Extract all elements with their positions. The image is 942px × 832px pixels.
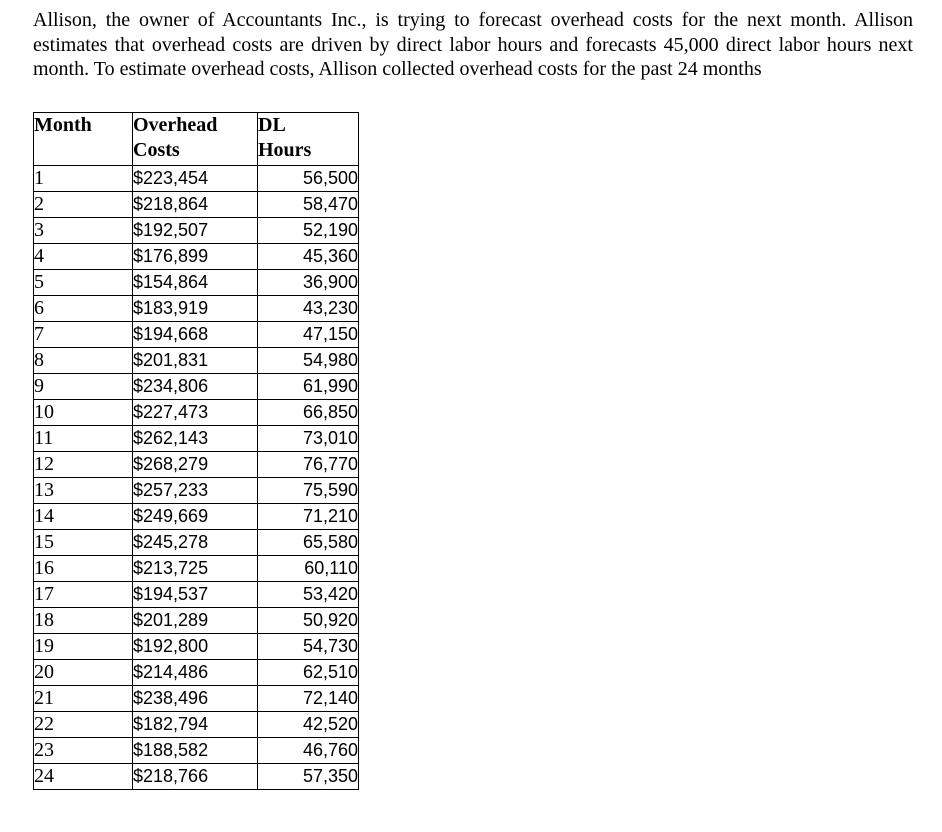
hours-header-line1: DL	[258, 114, 286, 136]
dl-hours-cell: 60,110	[258, 556, 359, 582]
dl-hours-cell: 76,770	[258, 452, 359, 478]
table-row	[34, 166, 359, 192]
table-row	[34, 218, 359, 244]
dl-hours-cell: 62,510	[258, 660, 359, 686]
dl-hours-column-header	[258, 113, 359, 166]
table-row	[34, 374, 359, 400]
table-body	[34, 166, 359, 790]
month-cell: 16	[34, 556, 133, 582]
month-cell: 6	[34, 296, 133, 322]
overhead-cost-cell: $245,278	[133, 530, 258, 556]
table-row	[34, 426, 359, 452]
month-cell: 2	[34, 192, 133, 218]
dl-hours-cell: 54,980	[258, 348, 359, 374]
dl-hours-cell: 43,230	[258, 296, 359, 322]
table-row	[34, 582, 359, 608]
table-row	[34, 686, 359, 712]
table-row	[34, 738, 359, 764]
table-row	[34, 452, 359, 478]
document-page	[33, 8, 913, 787]
hours-header-line2: Hours	[258, 139, 312, 161]
table-row	[34, 660, 359, 686]
overhead-cost-cell: $249,669	[133, 504, 258, 530]
dl-hours-cell: 53,420	[258, 582, 359, 608]
table-row	[34, 556, 359, 582]
month-header-label: Month	[34, 114, 92, 136]
dl-hours-cell: 57,350	[258, 764, 359, 790]
overhead-cost-cell: $214,486	[133, 660, 258, 686]
month-cell: 15	[34, 530, 133, 556]
table-row	[34, 270, 359, 296]
dl-hours-cell: 61,990	[258, 374, 359, 400]
dl-hours-cell: 46,760	[258, 738, 359, 764]
overhead-data-table	[33, 112, 359, 790]
month-cell: 11	[34, 426, 133, 452]
overhead-cost-cell: $201,831	[133, 348, 258, 374]
table-row	[34, 764, 359, 790]
table-row	[34, 530, 359, 556]
month-cell: 10	[34, 400, 133, 426]
dl-hours-cell: 52,190	[258, 218, 359, 244]
costs-header-line2: Costs	[133, 139, 180, 161]
month-cell: 24	[34, 764, 133, 790]
month-cell: 8	[34, 348, 133, 374]
dl-hours-cell: 71,210	[258, 504, 359, 530]
month-cell: 9	[34, 374, 133, 400]
intro-paragraph: Allison, the owner of Accountants Inc., is trying to forecast overhead costs for the next month. Allison estimates that overhead costs are driven by direct labor hours and forecasts 45,000 direct labor hours next month. To estimate overhead costs, Allison collected overhead costs for the past 24 months	[33, 9, 913, 80]
month-cell: 4	[34, 244, 133, 270]
table-header-row	[34, 113, 359, 166]
overhead-cost-cell: $223,454	[133, 166, 258, 192]
month-cell: 20	[34, 660, 133, 686]
table-row	[34, 478, 359, 504]
overhead-cost-cell: $238,496	[133, 686, 258, 712]
table-row	[34, 608, 359, 634]
month-cell: 7	[34, 322, 133, 348]
overhead-cost-cell: $262,143	[133, 426, 258, 452]
table-row	[34, 322, 359, 348]
overhead-cost-cell: $194,537	[133, 582, 258, 608]
month-cell: 14	[34, 504, 133, 530]
costs-header-line1: Overhead	[133, 114, 218, 136]
month-cell: 3	[34, 218, 133, 244]
overhead-cost-cell: $218,864	[133, 192, 258, 218]
dl-hours-cell: 66,850	[258, 400, 359, 426]
month-cell: 17	[34, 582, 133, 608]
overhead-cost-cell: $192,800	[133, 634, 258, 660]
dl-hours-cell: 58,470	[258, 192, 359, 218]
overhead-cost-cell: $201,289	[133, 608, 258, 634]
dl-hours-cell: 45,360	[258, 244, 359, 270]
month-cell: 21	[34, 686, 133, 712]
table-row	[34, 712, 359, 738]
month-cell: 22	[34, 712, 133, 738]
month-cell: 18	[34, 608, 133, 634]
table-row	[34, 348, 359, 374]
month-cell: 19	[34, 634, 133, 660]
overhead-cost-cell: $234,806	[133, 374, 258, 400]
table-row	[34, 296, 359, 322]
overhead-cost-cell: $268,279	[133, 452, 258, 478]
month-cell: 23	[34, 738, 133, 764]
dl-hours-cell: 54,730	[258, 634, 359, 660]
table-row	[34, 192, 359, 218]
overhead-cost-cell: $182,794	[133, 712, 258, 738]
month-cell: 13	[34, 478, 133, 504]
overhead-cost-cell: $257,233	[133, 478, 258, 504]
overhead-cost-cell: $227,473	[133, 400, 258, 426]
dl-hours-cell: 75,590	[258, 478, 359, 504]
dl-hours-cell: 42,520	[258, 712, 359, 738]
month-cell: 1	[34, 166, 133, 192]
month-cell: 12	[34, 452, 133, 478]
dl-hours-cell: 56,500	[258, 166, 359, 192]
overhead-cost-cell: $218,766	[133, 764, 258, 790]
overhead-cost-cell: $192,507	[133, 218, 258, 244]
overhead-cost-cell: $154,864	[133, 270, 258, 296]
overhead-cost-cell: $176,899	[133, 244, 258, 270]
dl-hours-cell: 73,010	[258, 426, 359, 452]
month-cell: 5	[34, 270, 133, 296]
overhead-cost-cell: $194,668	[133, 322, 258, 348]
dl-hours-cell: 47,150	[258, 322, 359, 348]
dl-hours-cell: 50,920	[258, 608, 359, 634]
dl-hours-cell: 72,140	[258, 686, 359, 712]
overhead-costs-column-header	[133, 113, 258, 166]
table-row	[34, 244, 359, 270]
overhead-cost-cell: $183,919	[133, 296, 258, 322]
dl-hours-cell: 36,900	[258, 270, 359, 296]
overhead-cost-cell: $188,582	[133, 738, 258, 764]
dl-hours-cell: 65,580	[258, 530, 359, 556]
overhead-cost-cell: $213,725	[133, 556, 258, 582]
table-row	[34, 400, 359, 426]
month-column-header	[34, 113, 133, 166]
table-row	[34, 504, 359, 530]
table-row	[34, 634, 359, 660]
